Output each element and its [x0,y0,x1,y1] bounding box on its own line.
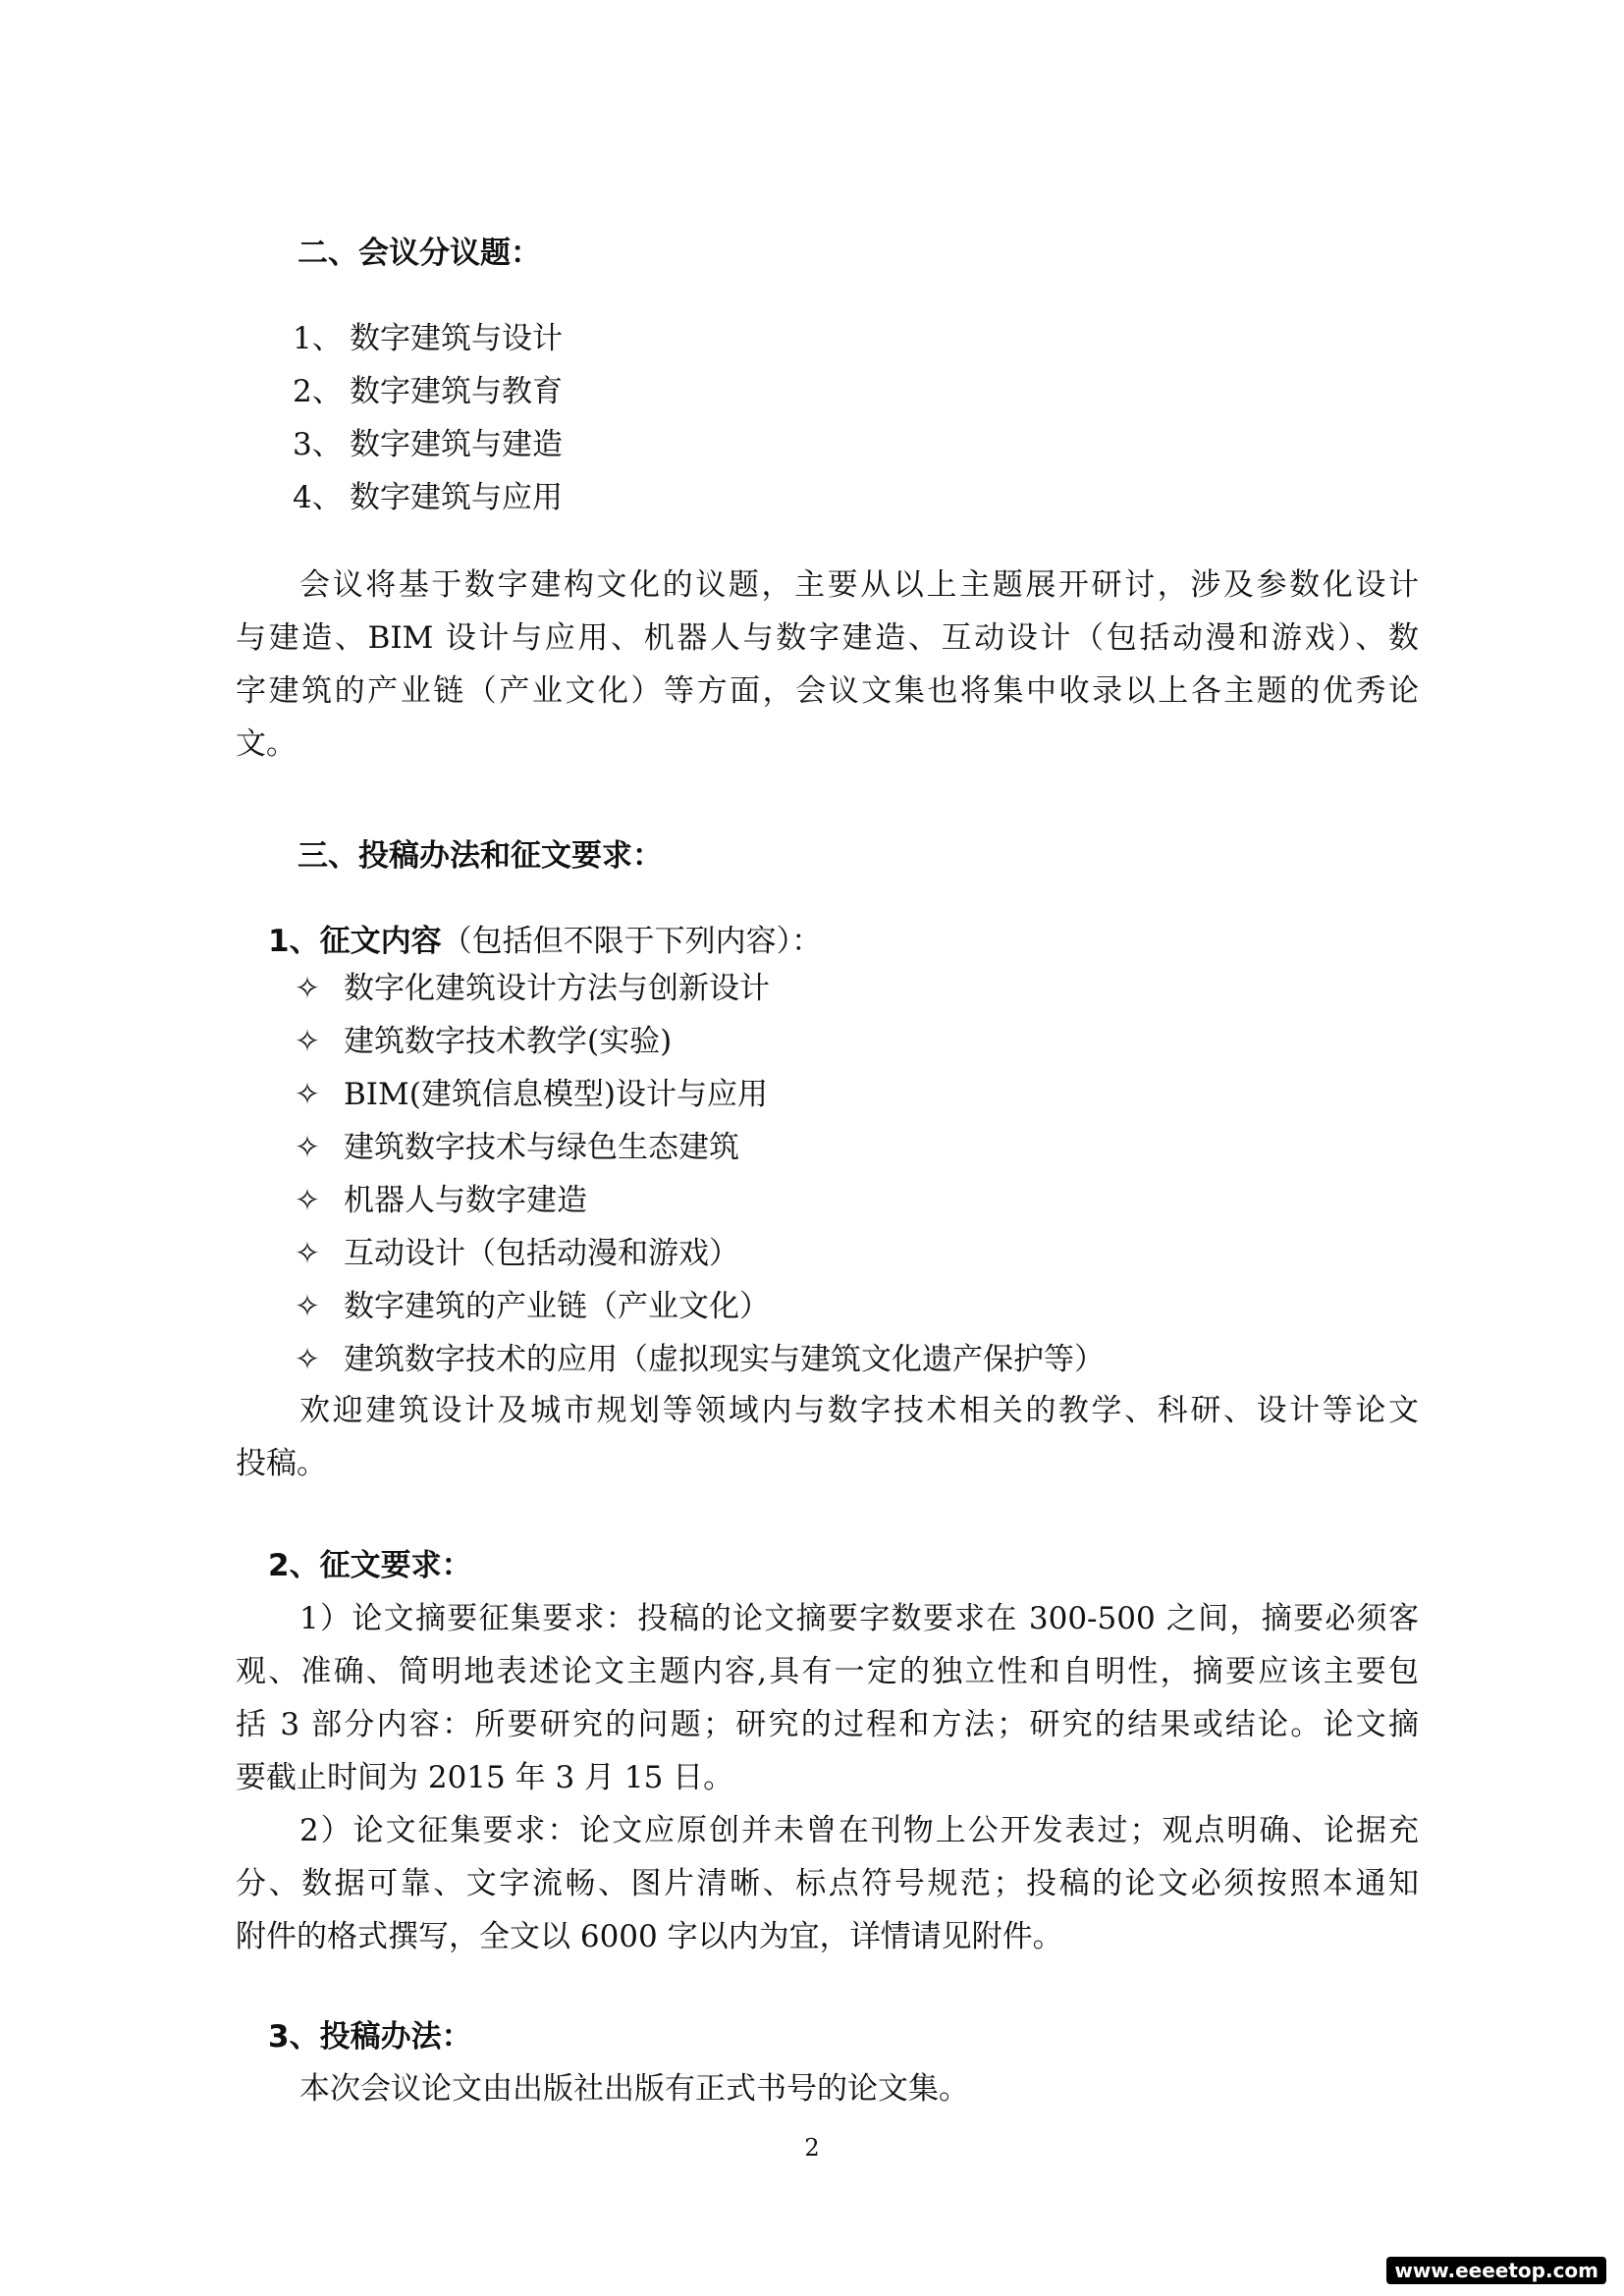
content-item-text: 数字建筑的产业链（产业文化） [344,1289,770,1324]
section2-heading: 二、会议分议题： [298,236,541,271]
page-number: 2 [804,2134,820,2162]
content-item [295,1181,587,1220]
topic-item [293,372,563,411]
topic-text: 数字建筑与应用 [350,480,563,515]
topic-item [293,425,563,464]
topic-item [293,319,563,358]
section2-paragraph-line: 与建造、BIM 设计与应用、机器人与数字建造、互动设计（包括动漫和游戏）、数 [236,620,1419,656]
content-item-text: 建筑数字技术的应用（虚拟现实与建筑文化遗产保护等） [344,1342,1105,1377]
content-item [295,1287,770,1326]
content-subheading [268,922,822,961]
method-text: 本次会议论文由出版社出版有正式书号的论文集。 [299,2071,969,2107]
topic-item [293,478,563,517]
welcome-line: 投稿。 [236,1446,327,1481]
section2-paragraph-line: 字建筑的产业链（产业文化）等方面，会议文集也将集中收录以上各主题的优秀论 [236,673,1419,709]
diamond-bullet-icon: ✧ [295,1342,320,1377]
content-item-text: BIM(建筑信息模型)设计与应用 [344,1077,768,1112]
content-item [295,1022,672,1061]
method-subheading: 3、投稿办法： [268,2019,472,2055]
content-item-text: 数字化建筑设计方法与创新设计 [344,971,770,1006]
requirement1-line: 要截止时间为 2015 年 3 月 15 日。 [236,1760,734,1795]
diamond-bullet-icon: ✧ [295,1289,320,1324]
content-item-text: 机器人与数字建造 [344,1183,587,1218]
content-subheading-title: 1、征文内容 [268,924,442,959]
topic-number: 3、 [293,427,343,462]
welcome-line: 欢迎建筑设计及城市规划等领域内与数字技术相关的教学、科研、设计等论文 [299,1393,1419,1428]
topic-text: 数字建筑与建造 [350,427,563,462]
topic-number: 2、 [293,374,343,409]
diamond-bullet-icon: ✧ [295,1236,320,1271]
topic-text: 数字建筑与设计 [350,321,563,356]
requirement2-line: 分、数据可靠、文字流畅、图片清晰、标点符号规范；投稿的论文必须按照本通知 [236,1866,1419,1901]
topic-text: 数字建筑与教育 [350,374,563,409]
requirement2-line: 2）论文征集要求：论文应原创并未曾在刊物上公开发表过；观点明确、论据充 [299,1813,1419,1848]
watermark: www.eeeetop.com [1386,2257,1606,2284]
diamond-bullet-icon: ✧ [295,1130,320,1165]
content-item [295,1234,739,1273]
diamond-bullet-icon: ✧ [295,1183,320,1218]
section2-paragraph-line: 文。 [236,726,297,762]
requirement1-line: 1）论文摘要征集要求：投稿的论文摘要字数要求在 300-500 之间，摘要必须客 [299,1601,1419,1636]
requirement1-line: 观、准确、简明地表述论文主题内容,具有一定的独立性和自明性，摘要应该主要包 [236,1654,1419,1689]
content-item [295,969,770,1008]
section3-heading: 三、投稿办法和征文要求： [298,838,663,874]
diamond-bullet-icon: ✧ [295,1024,320,1059]
section2-paragraph-line: 会议将基于数字建构文化的议题，主要从以上主题展开研讨，涉及参数化设计 [299,567,1419,603]
content-item-text: 建筑数字技术与绿色生态建筑 [344,1130,739,1165]
topic-number: 1、 [293,321,343,356]
content-item-text: 建筑数字技术教学(实验) [344,1024,673,1059]
content-item [295,1340,1105,1379]
content-item [295,1128,739,1167]
diamond-bullet-icon: ✧ [295,971,320,1006]
content-subheading-note: （包括但不限于下列内容）： [441,924,823,959]
content-item-text: 互动设计（包括动漫和游戏） [344,1236,739,1271]
topic-number: 4、 [293,480,343,515]
requirements-subheading: 2、征文要求： [268,1548,472,1583]
requirement2-line: 附件的格式撰写，全文以 6000 字以内为宜，详情请见附件。 [236,1919,1063,1954]
diamond-bullet-icon: ✧ [295,1077,320,1112]
requirement1-line: 括 3 部分内容：所要研究的问题；研究的过程和方法；研究的结果或结论。论文摘 [236,1707,1419,1742]
content-item [295,1075,768,1114]
